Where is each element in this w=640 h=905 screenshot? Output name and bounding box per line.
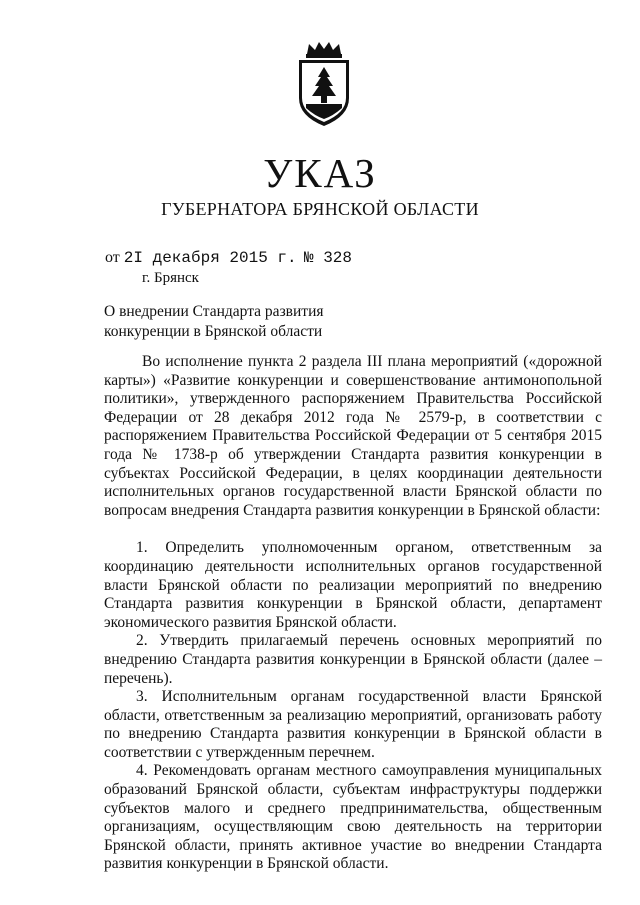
- preamble-paragraph: Во исполнение пункта 2 раздела III плана мероприятий («дорожной карты») «Развитие конкуренции и совершенствование антимонопольной политики», утвержденного распоряжением Правительства Российской Федерации от 28 декабря 2012 года № 2579-р, в соответствии с распоряжением Правительства Российской Федерации от 5 сентября 2015 года № 1738-р об утверждении Стандарта развития конкуренции в субъектах Российской Федерации, в целях координации деятельности исполнительных органов государственной власти Брянской области по вопросам внедрения Стандарта развития конкуренции в Брянской области:: [104, 353, 602, 519]
- subject-line-2: конкуренции в Брянской области: [104, 323, 323, 340]
- clause-4: 4. Рекомендовать органам местного самоуправления муниципальных образований Брянской области, субъектам инфраструктуры поддержки субъектов малого и среднего предпринимательства, общественным организациям, осуществляющим свою деятельность на территории Брянской области, принять активное участие во внедрении Стандарта развития конкуренции в Брянской области.: [104, 762, 602, 873]
- document-subject: [104, 302, 324, 342]
- date-line: [105, 247, 297, 269]
- date-prefix: от: [105, 249, 120, 266]
- subject-line-1: О внедрении Стандарта развития: [104, 303, 324, 320]
- document-title: УКАЗ: [263, 150, 377, 196]
- date-value: 2I декабря 2015 г.: [123, 249, 297, 267]
- document-subtitle: ГУБЕРНАТОРА БРЯНСКОЙ ОБЛАСТИ: [161, 199, 479, 219]
- document-body: [104, 353, 602, 874]
- coat-of-arms-icon: [293, 40, 355, 128]
- clause-3: 3. Исполнительным органам государственной власти Брянской области, ответственным за реализацию мероприятий, организовать работу по внедрению Стандарта развития конкуренции в Брянской области в соответствии с утвержденным перечнем.: [104, 688, 602, 761]
- city-label: г. Брянск: [142, 270, 199, 286]
- document-number: № 328: [304, 249, 353, 267]
- clause-2: 2. Утвердить прилагаемый перечень основных мероприятий по внедрению Стандарта развития конкуренции в Брянской области (далее – перечень).: [104, 632, 602, 687]
- clause-1: 1. Определить уполномоченным органом, ответственным за координацию деятельности исполнительных органов государственной власти Брянской области по реализации мероприятий по внедрению Стандарта развития конкуренции в Брянской области, департамент экономического развития Брянской области.: [104, 539, 602, 631]
